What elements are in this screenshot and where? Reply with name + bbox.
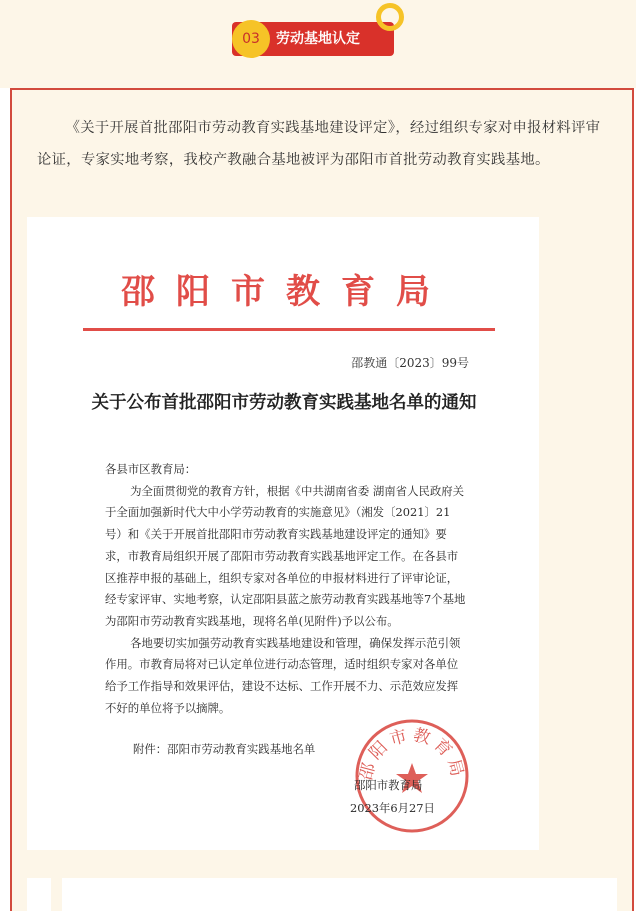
- document-letterhead: 邵阳市教育局: [121, 272, 451, 312]
- document-attachment: 附件：邵阳市劳动教育实践基地名单: [133, 742, 316, 756]
- document-body: [105, 459, 467, 719]
- intro-paragraph: 《关于开展首批邵阳市劳动教育实践基地建设评定》，经过组织专家对申报材料评审论证，专家实地考察，我校产教融合基地被评为邵阳市首批劳动教育实践基地。: [37, 120, 601, 168]
- document-paragraph-1: 为全面贯彻党的教育方针，根据《中共湖南省委 湖南省人民政府关于全面加强新时代大中小学劳动教育的实施意见》（湘发〔2021〕21号）和《关于开展首批邵阳市劳动教育实践基地建设评定的通知》要求，市教育局组织开展了邵阳市劳动教育实践基地评定工作。在各县市区推荐申报的基础上，组织专家对各单位的申报材料进行了评审论证，经专家评审、实地考察，认定邵阳县蓝之旅劳动教育实践基地等7个基地为邵阳市劳动教育实践基地，现将名单(见附件)予以公布。: [105, 483, 466, 628]
- section-title: 劳动基地认定: [276, 31, 360, 47]
- document-number: 邵教通〔2023〕99号: [351, 356, 469, 370]
- section-badge: [232, 22, 394, 56]
- document-image: [27, 217, 539, 850]
- next-image-edge: [62, 878, 617, 911]
- document-signature-date: 2023年6月27日: [350, 801, 435, 815]
- document-signature-org: 邵阳市教育局: [354, 778, 423, 792]
- decorative-ring-icon: [376, 3, 404, 31]
- letterhead-divider: [83, 328, 495, 331]
- section-number: 03: [232, 20, 270, 58]
- document-title: 关于公布首批邵阳市劳动教育实践基地名单的通知: [91, 393, 477, 413]
- document-paragraph-2: 各地要切实加强劳动教育实践基地建设和管理，确保发挥示范引领作用。市教育局将对已认定单位进行动态管理，适时组织专家对各单位给予工作指导和效果评估，建设不达标、工作开展不力、示范效应发挥不好的单位将予以摘牌。: [105, 635, 461, 715]
- document-addressee: 各县市区教育局：: [105, 462, 197, 476]
- next-image-edge: [27, 878, 51, 911]
- official-seal-icon: [353, 717, 471, 835]
- svg-text:邵阳市教育局: 邵阳市教育局: [356, 725, 468, 783]
